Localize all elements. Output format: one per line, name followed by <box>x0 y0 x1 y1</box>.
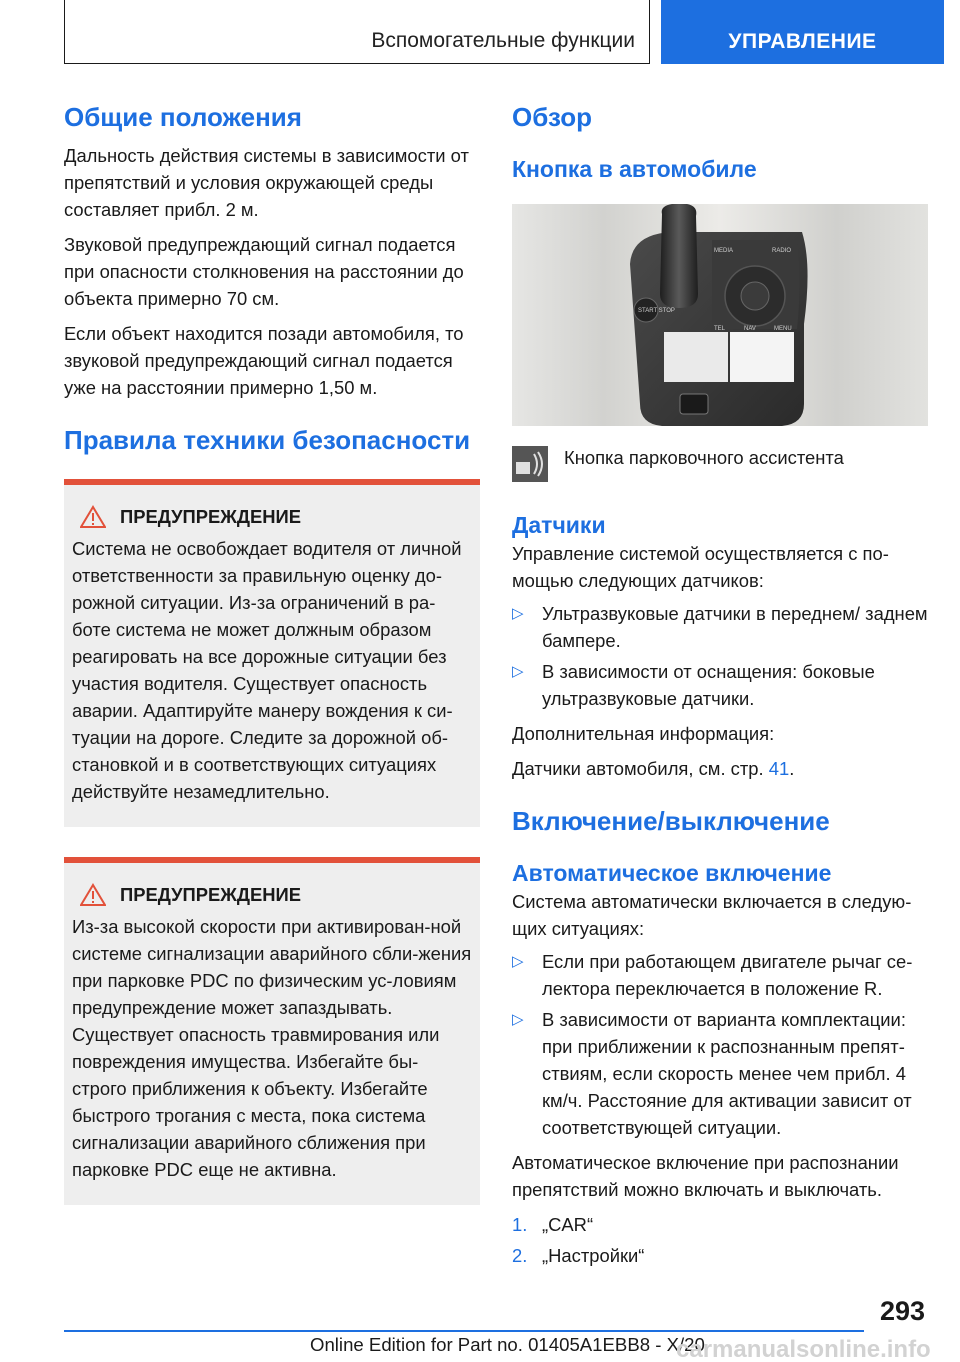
photo-label-media: MEDIA <box>714 248 734 254</box>
center-console-illustration <box>512 204 928 426</box>
page-link[interactable]: 41 <box>768 758 790 779</box>
watermark: carmanualsonline.info <box>676 1336 931 1362</box>
general-paragraph-2: Звуковой предупреждающий сигнал подается при опасности столкновения на расстоянии до объекта примерно 70 см. <box>64 234 464 309</box>
warning-2-label: ПРЕДУПРЕЖДЕНИЕ <box>120 884 302 905</box>
sensors-list <box>512 600 928 712</box>
steps-list <box>512 1211 928 1269</box>
list-item: ▷ В зависимости от варианта комплектации: при приближении к распознанным препят-ствиям, если скорость менее чем прибл. 4 км/ч. Расстояние для активации зависит от соответствующей ситуации. <box>512 1006 928 1141</box>
header-section-box <box>64 0 650 64</box>
general-title: Общие положения <box>64 102 302 132</box>
safety-title: Правила техники безопасности <box>64 425 471 455</box>
more-info-reference: Датчики автомобиля, см. стр. 41. <box>512 758 795 779</box>
warning-2-text: Из-за высокой скорости при активирован-ной системе сигнализации аварийного сбли-жения при парковке PDC по физическим ус-ловиям предупреждение может запаздывать. Существует опасность травмирования или повреждения имущества. Избегайте бы-строго приближения к объекту. Избегайте быстрого трогания с места, пока система сигнализации аварийного сближения при парковке PDC еще не активна. <box>72 916 472 1180</box>
right-column <box>512 100 928 1269</box>
photo-label-radio: RADIO <box>772 248 792 254</box>
header-section-title: Вспомогательные функции <box>371 29 635 52</box>
center-console-photo <box>512 204 928 426</box>
photo-label-tel: TEL <box>714 326 726 332</box>
list-item: ▷ В зависимости от оснащения: боковые ультразвуковые датчики. <box>512 658 928 712</box>
warning-2-heading <box>80 883 472 907</box>
warning-1-heading <box>80 505 472 529</box>
caption-text: Кнопка парковочного ассистента <box>564 447 844 468</box>
photo-label-nav: NAV <box>744 326 756 332</box>
general-paragraph-3: Если объект находится позади автомобиля, то звуковой предупреждающий сигнал подается уже на расстоянии примерно 1,50 м. <box>64 323 464 398</box>
warning-box-2 <box>64 863 480 1205</box>
warning-triangle-icon <box>80 883 106 907</box>
triangle-right-icon: ▷ <box>512 953 524 970</box>
general-paragraph-1: Дальность действия системы в зависимости от препятствий и условия окружающей среды составляет прибл. 2 м. <box>64 145 469 220</box>
auto-on-title: Автоматическое включение <box>512 860 832 886</box>
list-item: ▷ Если при работающем двигателе рычаг се-лектора переключается в положение R. <box>512 948 928 1002</box>
warning-1-label: ПРЕДУПРЕЖДЕНИЕ <box>120 506 302 527</box>
sensors-paragraph: Управление системой осуществляется с по-мощью следующих датчиков: <box>512 543 889 591</box>
on-off-title: Включение/выключение <box>512 806 830 836</box>
footer-edition: Online Edition for Part no. 01405A1EBB8 - X/20 <box>310 1334 705 1355</box>
warning-1-text: Система не освобождает водителя от личной ответственности за правильную оценку до-рожной ситуации. Из-за ограничений в ра-боте система не может должным образом реагировать на все дорожные ситуации без участия водителя. Существует опасность аварии. Адаптируйте манеру вождения к си-туации на дороге. Следите за дорожной об-становкой и в соответствующих ситуациях действуйте незамедлительно. <box>72 538 462 802</box>
triangle-right-icon: ▷ <box>512 1011 524 1028</box>
sensors-title: Датчики <box>512 512 606 538</box>
more-info-label: Дополнительная информация: <box>512 723 775 744</box>
photo-label-start-stop: START STOP <box>638 308 675 314</box>
auto-on-paragraph: Система автоматически включается в следую-щих ситуациях: <box>512 891 912 939</box>
step-item: 2. „Настройки“ <box>512 1245 645 1266</box>
overview-title: Обзор <box>512 102 592 132</box>
auto-on-paragraph-2: Автоматическое включение при распознании препятствий можно включать и выключать. <box>512 1152 899 1200</box>
warning-triangle-icon <box>80 505 106 529</box>
step-item: 1. „CAR“ <box>512 1214 594 1235</box>
page-number: 293 <box>880 1296 926 1326</box>
park-assist-icon <box>512 446 548 482</box>
triangle-right-icon: ▷ <box>512 605 524 622</box>
left-column <box>64 100 480 1205</box>
auto-on-list <box>512 948 928 1141</box>
header-chapter-tab[interactable] <box>661 0 944 64</box>
footer-divider <box>64 1330 864 1332</box>
button-in-vehicle-title: Кнопка в автомобиле <box>512 156 757 182</box>
warning-box-1 <box>64 485 480 827</box>
triangle-right-icon: ▷ <box>512 663 524 680</box>
photo-label-menu: MENU <box>774 326 792 332</box>
photo-caption <box>512 444 928 482</box>
header-chapter-title: УПРАВЛЕНИЕ <box>728 30 877 53</box>
list-item: ▷ Ультразвуковые датчики в переднем/ заднем бампере. <box>512 600 928 654</box>
